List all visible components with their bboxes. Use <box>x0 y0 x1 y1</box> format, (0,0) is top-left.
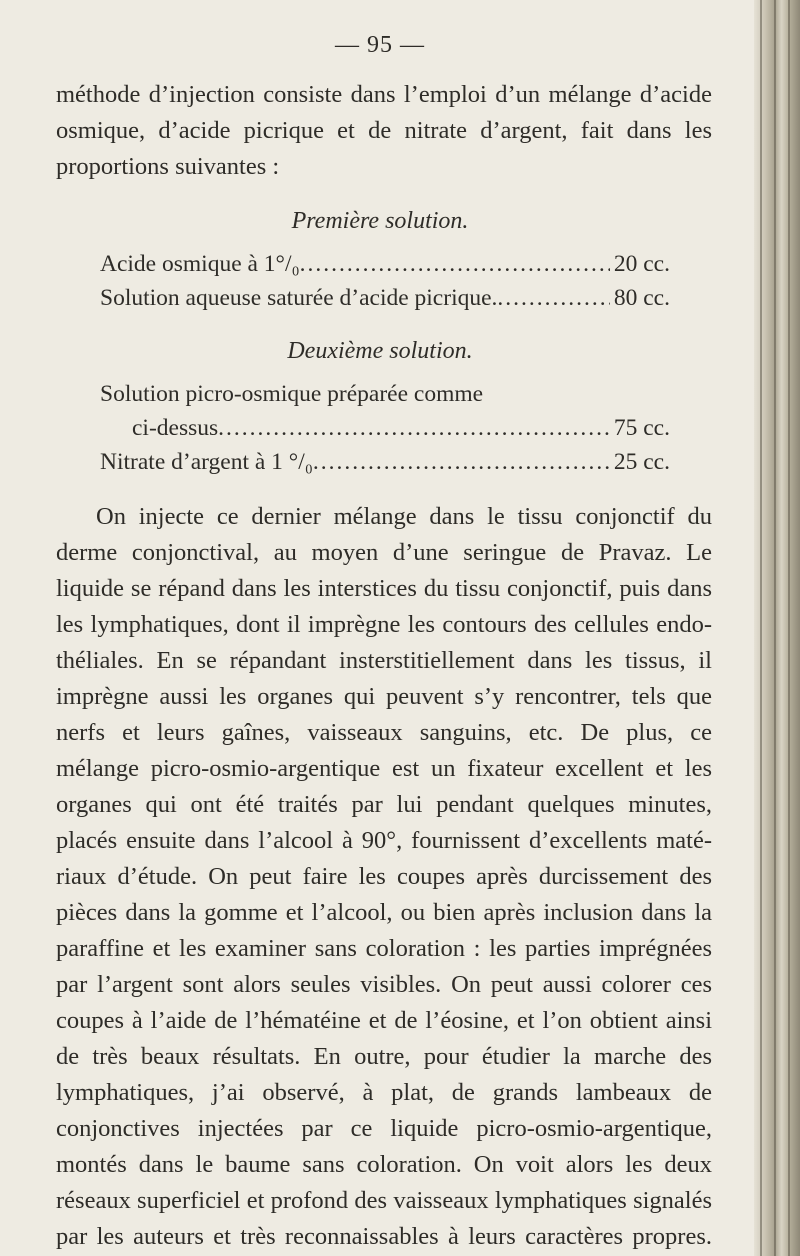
text-line: par l’argent sont alors seules visibles. On peut aussi colorer ces <box>56 971 712 998</box>
recipe-quantity: 80 cc. <box>613 285 670 311</box>
text-line: proportions suivantes : <box>56 153 280 180</box>
book-binding-edge <box>754 0 800 1256</box>
recipe-entry <box>132 413 670 443</box>
text-line: derme conjonctival, au moyen d’une seringue de Pravaz. Le <box>56 539 712 566</box>
text-line: mélange picro-osmio-argentique est un fixateur excellent et les <box>56 755 712 782</box>
leader-dots <box>218 413 610 443</box>
text-line: pièces dans la gomme et l’alcool, ou bien après inclusion dans la <box>56 899 712 926</box>
recipe-entry <box>100 283 670 313</box>
text-line: montés dans le baume sans coloration. On voit alors les deux <box>56 1151 712 1178</box>
text-line: lymphatiques, j’ai observé, à plat, de grands lambeaux de <box>56 1079 712 1106</box>
recipe-quantity: 75 cc. <box>613 415 670 441</box>
leader-dots <box>313 447 610 477</box>
recipe-label: ci-dessus <box>132 415 219 441</box>
solution-heading: Deuxième solution. <box>287 338 473 364</box>
text-line: réseaux superficiel et profond des vaisseaux lymphatiques signalés <box>56 1187 712 1214</box>
text-line: nerfs et leurs gaînes, vaisseaux sanguins, etc. De plus, ce <box>56 719 712 746</box>
recipe-entry <box>100 447 670 477</box>
binding-line <box>774 0 776 1256</box>
text-line: les lymphatiques, dont il imprègne les contours des cellules endo- <box>56 611 712 638</box>
text-line: placés ensuite dans l’alcool à 90°, fournissent d’excellents maté- <box>56 827 712 854</box>
text-line: riaux d’étude. On peut faire les coupes après durcissement des <box>56 863 712 890</box>
text-line: osmique, d’acide picrique et de nitrate d’argent, fait dans les <box>56 117 712 144</box>
recipe-label: Nitrate d’argent à 1 °/₀ <box>100 449 313 475</box>
binding-line <box>788 0 790 1256</box>
recipe-label: Solution picro-osmique préparée comme <box>100 381 484 407</box>
page-number: — 95 — <box>335 32 425 58</box>
recipe-entry <box>100 249 670 279</box>
text-line: méthode d’injection consiste dans l’emploi d’un mélange d’acide <box>56 81 712 108</box>
text-line: imprègne aussi les organes qui peuvent s’y rencontrer, tels que <box>56 683 712 710</box>
text-line: organes qui ont été traités par lui pendant quelques minutes, <box>56 791 712 818</box>
leader-dots <box>497 283 609 313</box>
recipe-quantity: 20 cc. <box>613 251 670 277</box>
text-line: liquide se répand dans les interstices du tissu conjonctif, puis dans <box>56 575 712 602</box>
text-line: théliales. En se répandant insterstitiellement dans les tissus, il <box>56 647 712 674</box>
text-line: paraffine et les examiner sans coloration : les parties imprégnées <box>56 935 712 962</box>
text-line: On injecte ce dernier mélange dans le tissu conjonctif du <box>96 503 712 530</box>
recipe-label: Acide osmique à 1°/₀ <box>100 251 300 277</box>
binding-line <box>760 0 762 1256</box>
text-line: par les auteurs et très reconnaissables à leurs caractères propres. <box>56 1223 712 1250</box>
text-line: conjonctives injectées par ce liquide picro-osmio-argentique, <box>56 1115 712 1142</box>
recipe-quantity: 25 cc. <box>613 449 670 475</box>
solution-heading: Première solution. <box>291 208 469 234</box>
recipe-label: Solution aqueuse saturée d’acide picrique. <box>100 285 498 311</box>
text-line: coupes à l’aide de l’hématéine et de l’éosine, et l’on obtient ainsi <box>56 1007 712 1034</box>
leader-dots <box>300 249 610 279</box>
text-line: de très beaux résultats. En outre, pour étudier la marche des <box>56 1043 712 1070</box>
